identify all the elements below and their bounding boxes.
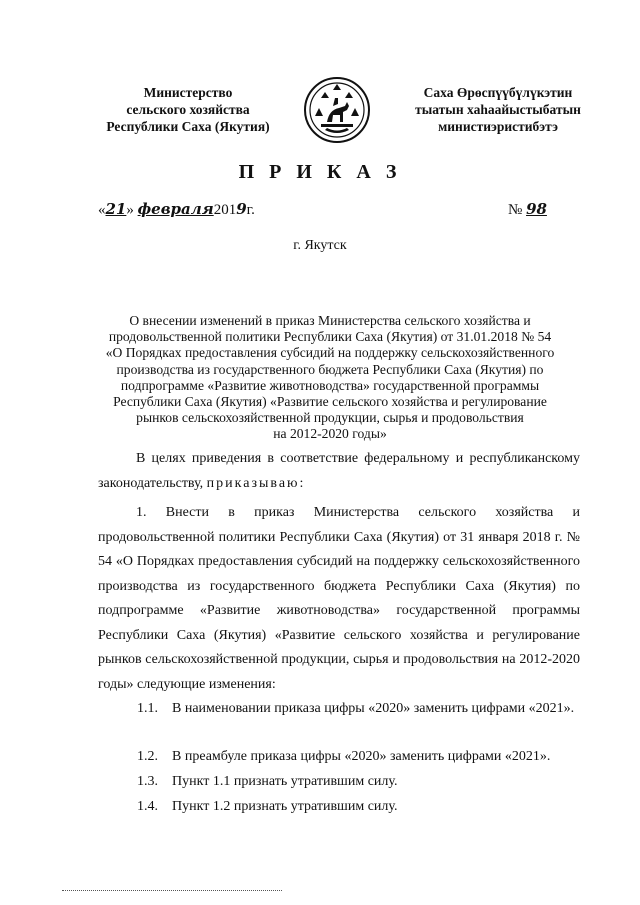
date-month: февраля [137,200,214,218]
subitem-text: В преамбуле приказа цифры «2020» заменить цифрами «2021». [172,749,551,764]
date-year-suffix: 9 [236,200,247,218]
order-subitem [98,697,580,722]
ministry-name-russian [88,84,288,135]
subject-line: продовольственной политики Республики Саха (Якутия) от 31.01.2018 № 54 [108,329,552,345]
number-value: 98 [526,200,547,218]
ministry-name-line: Саха Өрөспүүбүлүкэтин [423,85,573,100]
order-item-1: 1. Внести в приказ Министерства сельского хозяйства и продовольственной политики Республики Саха (Якутия) от 31 января 2018 г. № 54 «О Порядках предоставления субсидий на поддержку сельскохозяйственного производства из государственного бюджета Республики Саха (Якутия) по подпрограмме «Развитие животноводства» государственной программы Республики Саха (Якутия) «Развитие сельского хозяйства и регулирование рынков сельскохозяйственной продукции, сырья и продовольствия на 2012-2020 годы» следующие изменения: [98,505,580,692]
document-title: П Р И К А З [238,161,402,183]
subitem-number: 1.1. [137,701,158,716]
city: г. Якутск [293,238,347,253]
date-quote-close: » [126,202,134,218]
subject-line: «О Порядках предоставления субсидий на поддержку сельскохозяйственного [105,345,555,361]
number-label: № [508,202,523,218]
coat-of-arms-emblem [303,76,371,144]
subject-line: на 2012-2020 годы» [273,426,387,442]
intro-paragraph [98,447,580,496]
ministry-name-line: сельского хозяйства [126,102,250,117]
ministry-name-line: министиэристибэтэ [438,119,558,134]
intro-text: В целях приведения в соответствие федеральному и республиканскому законодательству, [98,451,580,491]
subitem-number: 1.3. [137,774,158,789]
intro-command: приказываю: [206,475,306,491]
subitem-text: В наименовании приказа цифры «2020» заменить цифрами «2021». [172,701,575,716]
order-subitem [98,745,580,770]
date-day: 21 [105,200,127,218]
subject-line: подпрограмме «Развитие животноводства» государственной программы [120,377,540,393]
order-subject [95,313,565,443]
subject-line: производства из государственного бюджета Республики Саха (Якутия) по [116,361,544,377]
order-number [508,200,547,219]
order-subitem [98,795,580,820]
ministry-name-line: Республики Саха (Якутия) [106,119,270,134]
ministry-name-line: тыатын хаһаайыстыбатын [415,102,581,117]
date-suffix: г. [246,202,255,218]
subitem-number: 1.4. [137,799,158,814]
date-year-prefix: 201 [213,202,237,218]
order-date [98,200,255,219]
ministry-name-line: Министерство [143,85,233,100]
subject-line: Республики Саха (Якутия) «Развитие сельского хозяйства и регулирование [113,394,547,410]
footer-divider [62,890,282,891]
subitem-text: Пункт 1.1 признать утратившим силу. [172,774,398,789]
ministry-name-sakha [388,84,608,135]
subitem-number: 1.2. [137,749,158,764]
subject-line: О внесении изменений в приказ Министерства сельского хозяйства и [129,313,531,328]
order-subitem [98,770,580,795]
subitem-text: Пункт 1.2 признать утратившим силу. [172,799,398,814]
subject-line: рынков сельскохозяйственной продукции, сырья и продовольствия [136,410,524,426]
date-quote-open: « [98,202,106,218]
